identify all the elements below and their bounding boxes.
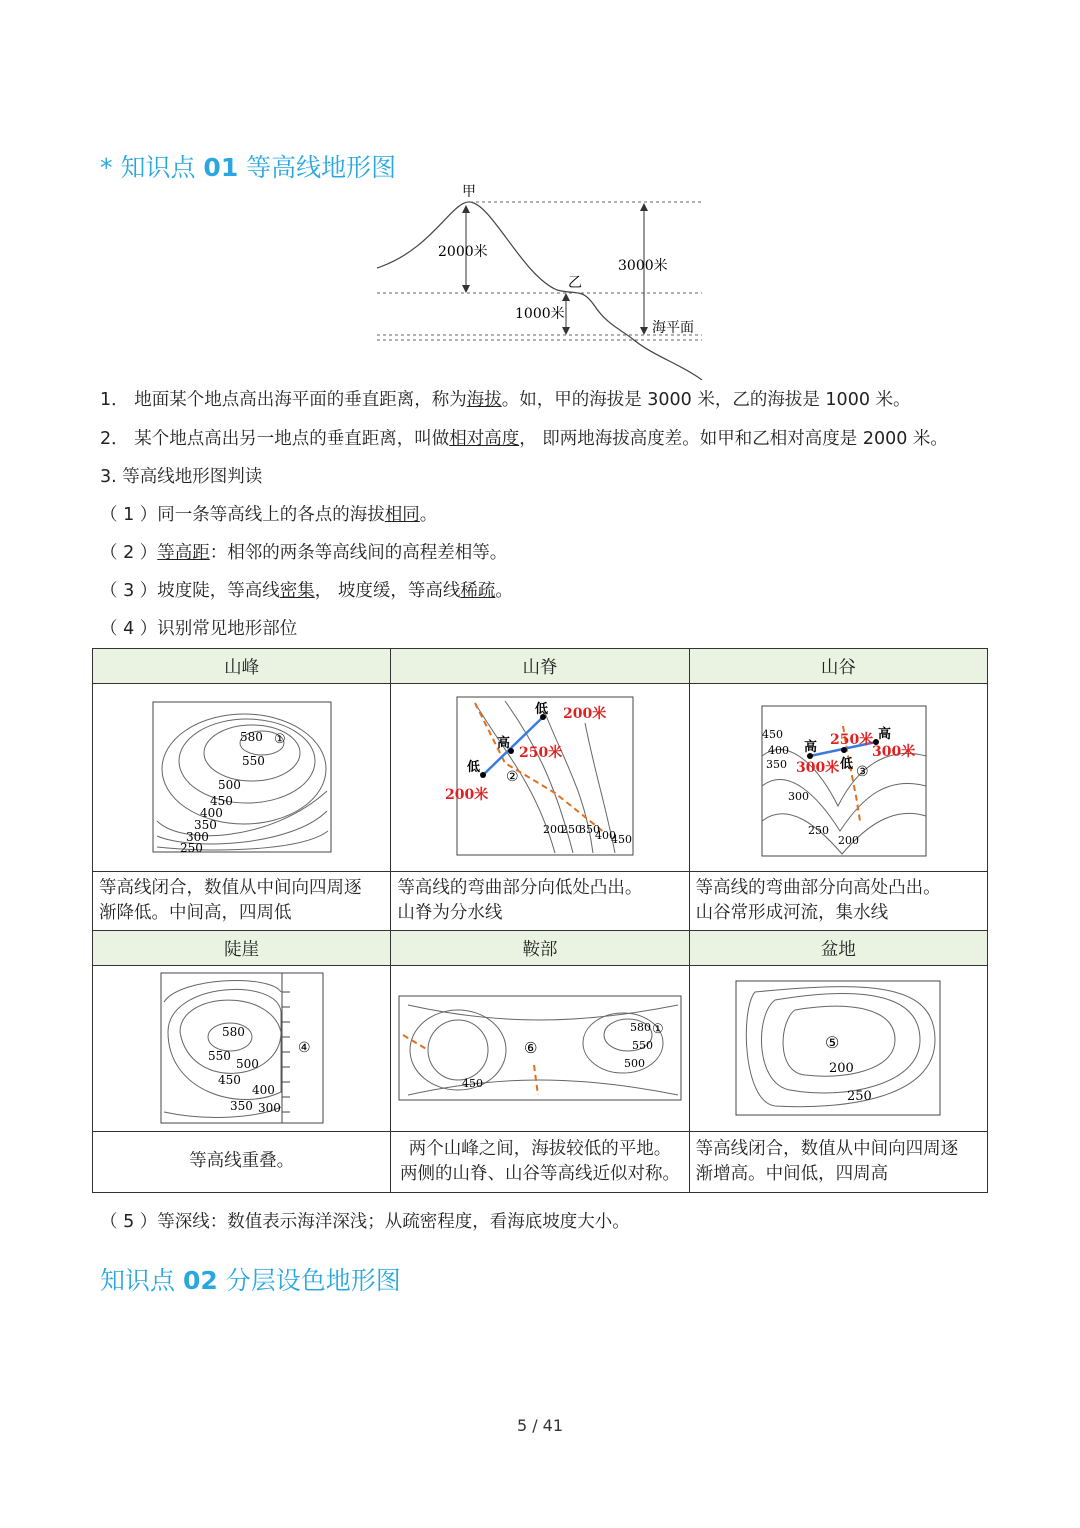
altitude-profile-diagram [372,180,712,380]
svg-text:350: 350 [578,823,600,837]
ridge-contour-map [445,693,635,861]
heading-number: 01 [203,153,239,182]
svg-text:①: ① [651,1022,664,1038]
landform-table [92,648,988,1193]
table-description-row [93,871,988,930]
heading-title: 等高线地形图 [246,153,397,182]
svg-text:200: 200 [542,823,564,837]
svg-text:②: ② [505,769,519,786]
section-heading-2 [100,1261,401,1297]
header-basin: 盆地 [689,931,987,966]
svg-text:580: 580 [239,730,263,745]
svg-text:250: 250 [179,841,203,854]
svg-text:200米: 200米 [562,706,607,723]
svg-text:400: 400 [199,806,223,821]
svg-text:450: 450 [461,1077,483,1091]
svg-text:550: 550 [631,1039,653,1053]
svg-text:低: 低 [534,702,548,718]
svg-text:③: ③ [856,764,869,781]
svg-text:500: 500 [623,1057,645,1071]
table-header-row-2 [93,931,988,966]
svg-text:250米: 250米 [518,745,563,762]
table-image-row-2 [93,966,988,1132]
label-2000m: 2000米 [438,244,488,260]
svg-text:550: 550 [241,754,265,769]
svg-text:⑥: ⑥ [523,1039,538,1058]
paragraph-reading-title: 3. 等高线地形图判读 [100,467,263,487]
heading-prefix: 知识点 [120,153,196,182]
desc-ridge: 等高线的弯曲部分向低处凸出。 山脊为分水线 [391,871,689,930]
header-peak: 山峰 [93,649,391,684]
svg-text:300: 300 [788,790,810,804]
header-ridge: 山脊 [391,649,689,684]
saddle-map-cell [391,966,689,1132]
paragraph-rule-4: （ 4 ）识别常见地形部位 [100,619,298,639]
svg-text:高: 高 [804,740,818,756]
svg-text:450: 450 [610,833,632,847]
svg-text:低: 低 [840,757,854,773]
svg-text:④: ④ [297,1040,311,1057]
section-heading-1 [100,148,396,184]
svg-text:400: 400 [768,744,790,758]
svg-text:200: 200 [838,834,860,848]
svg-text:低: 低 [466,760,480,776]
svg-text:350: 350 [766,758,788,772]
peak-contour-map [152,701,332,853]
svg-text:500: 500 [235,1057,259,1072]
svg-text:200: 200 [829,1061,855,1077]
label-jia: 甲 [462,184,476,200]
desc-cliff: 等高线重叠。 [93,1131,391,1192]
paragraph-rule-2: （ 2 ）等高距：相邻的两条等高线间的高程差相等。 [100,543,508,563]
ridge-map-cell [391,684,689,872]
paragraph-rule-5: （ 5 ）等深线：数值表示海洋深浅；从疏密程度，看海底坡度大小。 [100,1212,630,1232]
svg-text:580: 580 [221,1025,245,1040]
desc-valley: 等高线的弯曲部分向高处凸出。 山谷常形成河流，集水线 [689,871,987,930]
svg-text:500: 500 [217,778,241,793]
heading-number: 02 [182,1266,218,1295]
header-cliff: 陡崖 [93,931,391,966]
svg-text:450: 450 [762,728,784,742]
svg-text:580: 580 [629,1021,651,1035]
svg-text:250: 250 [808,824,830,838]
saddle-contour-map [398,995,682,1101]
valley-map-cell [689,684,987,872]
header-valley: 山谷 [689,649,987,684]
paragraph-rule-1: （ 1 ）同一条等高线上的各点的海拔相同。 [100,505,438,525]
basin-map-cell [689,966,987,1132]
heading-title: 分层设色地形图 [225,1266,401,1295]
page-number: 5 / 41 [516,1416,564,1435]
svg-text:450: 450 [217,1073,241,1088]
svg-text:250: 250 [560,823,582,837]
table-header-row [93,649,988,684]
svg-text:250米: 250米 [830,732,874,749]
cliff-contour-map [160,972,324,1124]
cliff-map-cell [93,966,391,1132]
svg-text:350: 350 [193,818,217,833]
svg-text:450: 450 [209,794,233,809]
svg-text:300米: 300米 [796,760,840,777]
svg-text:300: 300 [185,830,209,845]
svg-text:高: 高 [878,727,892,743]
label-1000m: 1000米 [515,306,565,322]
paragraph-altitude: 1． 地面某个地点高出海平面的垂直距离，称为海拔。如，甲的海拔是 3000 米，乙的海拔是 1000 米。 [100,390,911,410]
peak-map-cell [93,684,391,872]
svg-text:350: 350 [229,1099,253,1114]
table-image-row [93,684,988,872]
svg-text:300米: 300米 [872,744,916,761]
label-sea-level: 海平面 [652,320,694,336]
svg-text:高: 高 [496,736,510,752]
heading-star: * [100,153,113,182]
svg-text:⑤: ⑤ [825,1033,840,1053]
label-3000m: 3000米 [618,258,668,274]
svg-text:400: 400 [594,829,616,843]
valley-contour-map [748,696,928,858]
paragraph-relative-height: 2． 某个地点高出另一地点的垂直距离，叫做相对高度， 即两地海拔高度差。如甲和乙相对高度是 2000 米。 [100,429,948,449]
paragraph-rule-3: （ 3 ）坡度陡，等高线密集， 坡度缓，等高线稀疏。 [100,581,513,601]
svg-text:250: 250 [847,1089,873,1105]
svg-text:400: 400 [251,1083,275,1098]
heading-prefix: 知识点 [100,1266,176,1295]
svg-text:300: 300 [257,1101,281,1116]
label-yi: 乙 [568,275,582,291]
svg-text:200米: 200米 [444,787,489,804]
table-description-row-2 [93,1131,988,1192]
desc-peak: 等高线闭合，数值从中间向四周逐 渐降低。中间高，四周低 [93,871,391,930]
svg-text:①: ① [273,732,286,748]
desc-basin: 等高线闭合，数值从中间向四周逐 渐增高。中间低，四周高 [689,1131,987,1192]
desc-saddle: 两个山峰之间，海拔较低的平地。 两侧的山脊、山谷等高线近似对称。 [391,1131,689,1192]
header-saddle: 鞍部 [391,931,689,966]
svg-text:550: 550 [207,1049,231,1064]
basin-contour-map [735,980,941,1116]
